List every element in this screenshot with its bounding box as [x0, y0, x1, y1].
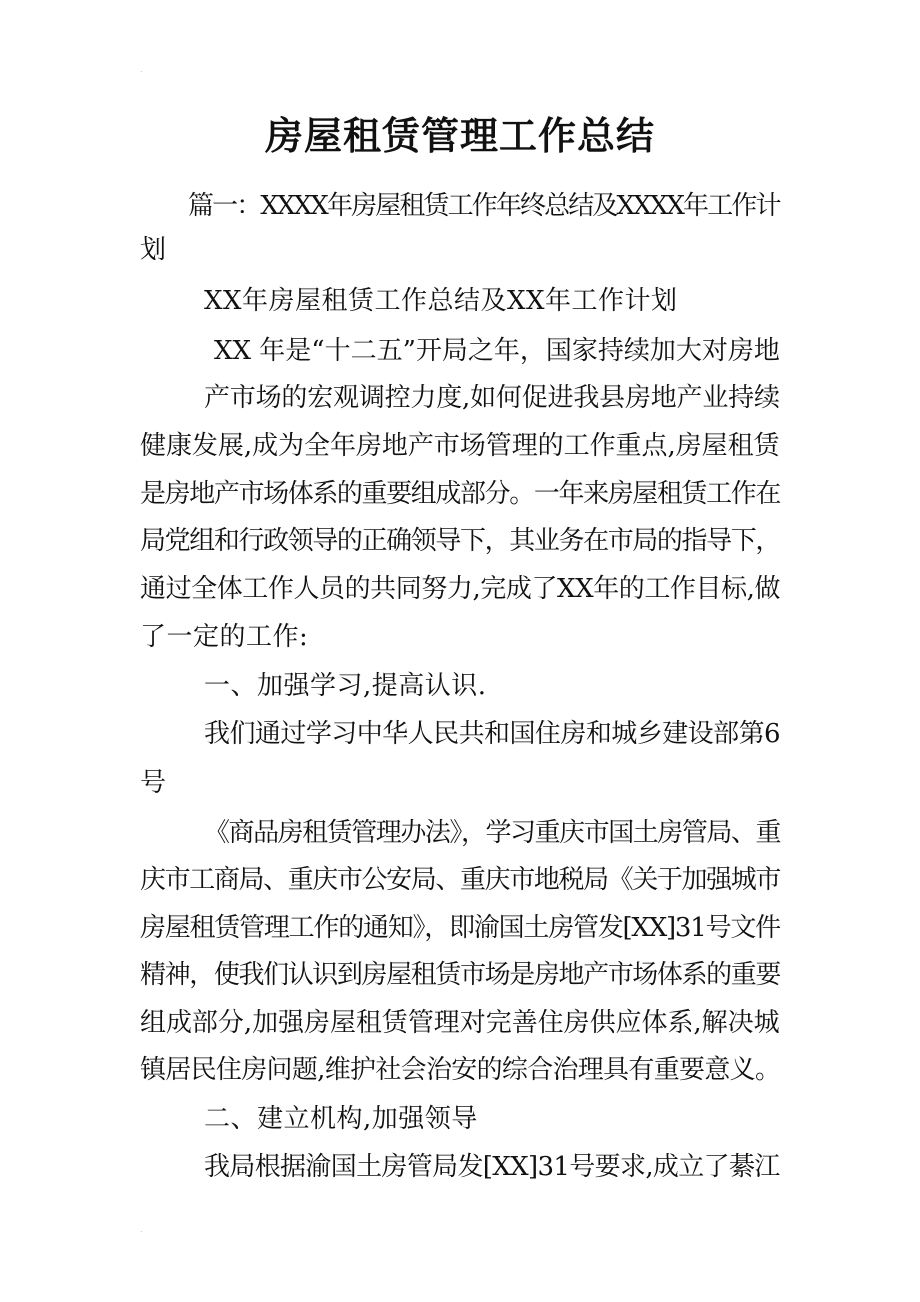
paragraph-line: 精神，使我们认识到房屋租赁市场是房地产市场体系的重要	[140, 960, 781, 990]
paragraph-line: XX 年是“十二五”开局之年，国家持续加大对房地	[214, 336, 780, 366]
paragraph-line: 号	[140, 768, 167, 798]
paragraph-line: 划	[140, 235, 167, 265]
paragraph-line: 我局根据渝国土房管局发[XX]31号要求,成立了綦江	[204, 1152, 780, 1182]
paragraph-line: 局党组和行政领导的正确领导下，其业务在市局的指导下，	[140, 526, 781, 556]
paragraph-line: 健康发展,成为全年房地产市场管理的工作重点,房屋租赁	[140, 431, 780, 461]
document-title: 房屋租赁管理工作总结	[264, 114, 655, 158]
paragraph-line: 房屋租赁管理工作的通知》，即渝国土房管发[XX]31号文件	[140, 913, 780, 943]
paragraph-line: 镇居民住房问题,维护社会治安的综合治理具有重要意义。	[140, 1055, 781, 1085]
paragraph-line: 篇一：XXXX年房屋租赁工作年终总结及XXXX年工作计	[188, 191, 780, 221]
corner-mark: .	[140, 65, 143, 74]
section-heading: XX年房屋租赁工作总结及XX年工作计划	[204, 286, 678, 316]
paragraph-line: 《商品房租赁管理办法》，学习重庆市国土房管局、重	[204, 818, 781, 848]
paragraph-line: 庆市工商局、重庆市公安局、重庆市地税局《关于加强城市	[140, 865, 781, 895]
paragraph-line: 了一定的工作:	[140, 622, 309, 652]
paragraph-line: 是房地产市场体系的重要组成部分。一年来房屋租赁工作在	[140, 479, 781, 509]
section-heading: 二、建立机构,加强领导	[204, 1104, 478, 1134]
paragraph-line: 通过全体工作人员的共同努力,完成了XX年的工作目标,做	[140, 574, 781, 604]
paragraph-line: 组成部分,加强房屋租赁管理对完善住房供应体系,解决城	[140, 1008, 780, 1038]
corner-mark: .	[140, 1225, 143, 1234]
section-heading: 一、加强学习,提高认识.	[204, 671, 487, 701]
paragraph-line: 产市场的宏观调控力度,如何促进我县房地产业持续	[204, 383, 780, 413]
paragraph-line: 我们通过学习中华人民共和国住房和城乡建设部第6	[204, 719, 781, 749]
